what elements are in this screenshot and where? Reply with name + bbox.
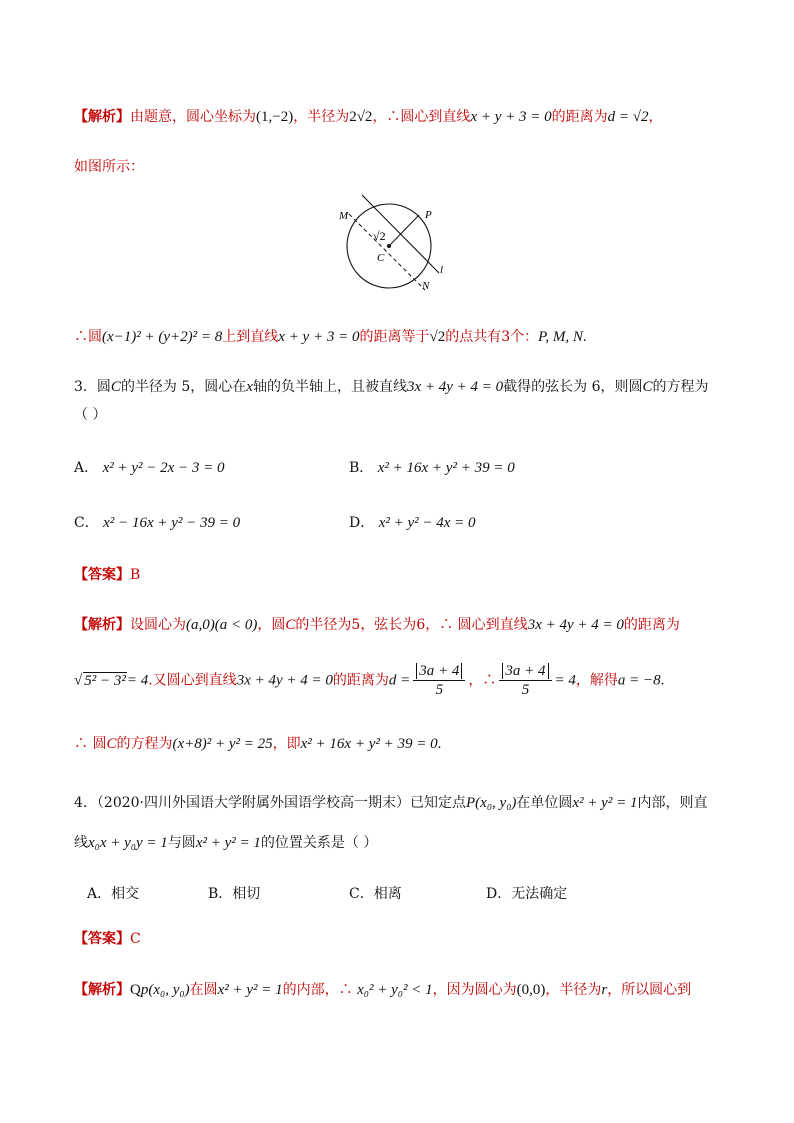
q4-option-a: A．相交 bbox=[87, 886, 140, 902]
fraction-2: $\frac{3a + 4}{5}$ bbox=[499, 662, 551, 699]
question-4-stem-1: 4．（2020·四川外国语大学附属外国语学校高一期末）已知定点P(x₀, y₀)在单位圆x² + y² = 1内部，则直 bbox=[74, 795, 708, 811]
q4-solution-line-1: 【解析】Qp(x₀, y₀)在圆x² + y² = 1的内部，∴ x₀² + y₀² < 1，因为圆心为(0,0)，半径为r，所以圆心到 bbox=[74, 982, 692, 998]
q4-answer: 【答案】C bbox=[74, 931, 141, 947]
conclusion-line: ∴圆(x−1)² + (y+2)² = 8上到直线x + y + 3 = 0的距离等于√2的点共有3个：P, M, N. bbox=[74, 329, 587, 345]
q3-option-d: D． x² + y² − 4x = 0 bbox=[349, 515, 476, 531]
q3-option-b: B． x² + 16x + y² + 39 = 0 bbox=[349, 460, 515, 476]
q3-solution-line-1: 【解析】设圆心为(a,0)(a < 0)，圆C的半径为5，弦长为6，∴ 圆心到直线3x + 4y + 4 = 0的距离为 bbox=[74, 617, 680, 633]
q3-option-c: C． x² − 16x + y² − 39 = 0 bbox=[74, 515, 241, 531]
center-point bbox=[387, 244, 391, 248]
question-3-paren: （ ） bbox=[74, 407, 107, 423]
fraction-1: $\frac{3a + 4}{5}$ bbox=[413, 662, 465, 699]
label-l: l bbox=[440, 264, 444, 276]
figure-intro: 如图所示： bbox=[74, 159, 144, 175]
q3-answer: 【答案】B bbox=[74, 567, 141, 583]
q3-option-a: A． x² + y² − 2x − 3 = 0 bbox=[74, 460, 225, 476]
question-3-stem: 3．圆C的半径为 5，圆心在x轴的负半轴上，且被直线3x + 4y + 4 = 0截得的弦长为 6，则圆C的方程为 bbox=[74, 379, 709, 395]
label-sqrt2: √2 bbox=[373, 229, 386, 243]
q3-solution-line-3: ∴ 圆C的方程为(x+8)² + y² = 25，即x² + 16x + y² + 39 = 0. bbox=[74, 736, 442, 752]
label-N: N bbox=[422, 280, 430, 292]
circle-line-figure bbox=[334, 193, 464, 293]
perpendicular-segment bbox=[389, 215, 419, 246]
label-C: C bbox=[377, 252, 385, 264]
label-M: M bbox=[339, 210, 349, 222]
q4-option-c: C．相离 bbox=[349, 886, 402, 902]
solution-paragraph-1: 【解析】由题意，圆心坐标为(1,−2)，半径为2√2，∴圆心到直线x + y + 3 = 0的距离为d = √2， bbox=[74, 109, 663, 125]
question-4-stem-2: 线x₀x + y₀y = 1与圆x² + y² = 1的位置关系是（ ） bbox=[74, 835, 378, 851]
label-P: P bbox=[425, 209, 432, 221]
q4-option-b: B．相切 bbox=[208, 886, 261, 902]
dashed-parallel bbox=[349, 214, 425, 290]
q3-solution-line-2: √ 5² − 3²= 4.又圆心到直线3x + 4y + 4 = 0的距离为d = $\frac{3a + 4}{5}$ ，∴ $\frac{3a + 4}{5}$ = 4，解得a = −8. bbox=[74, 663, 665, 698]
q4-option-d: D．无法确定 bbox=[486, 886, 568, 902]
analysis-label: 【解析】 bbox=[74, 109, 130, 125]
